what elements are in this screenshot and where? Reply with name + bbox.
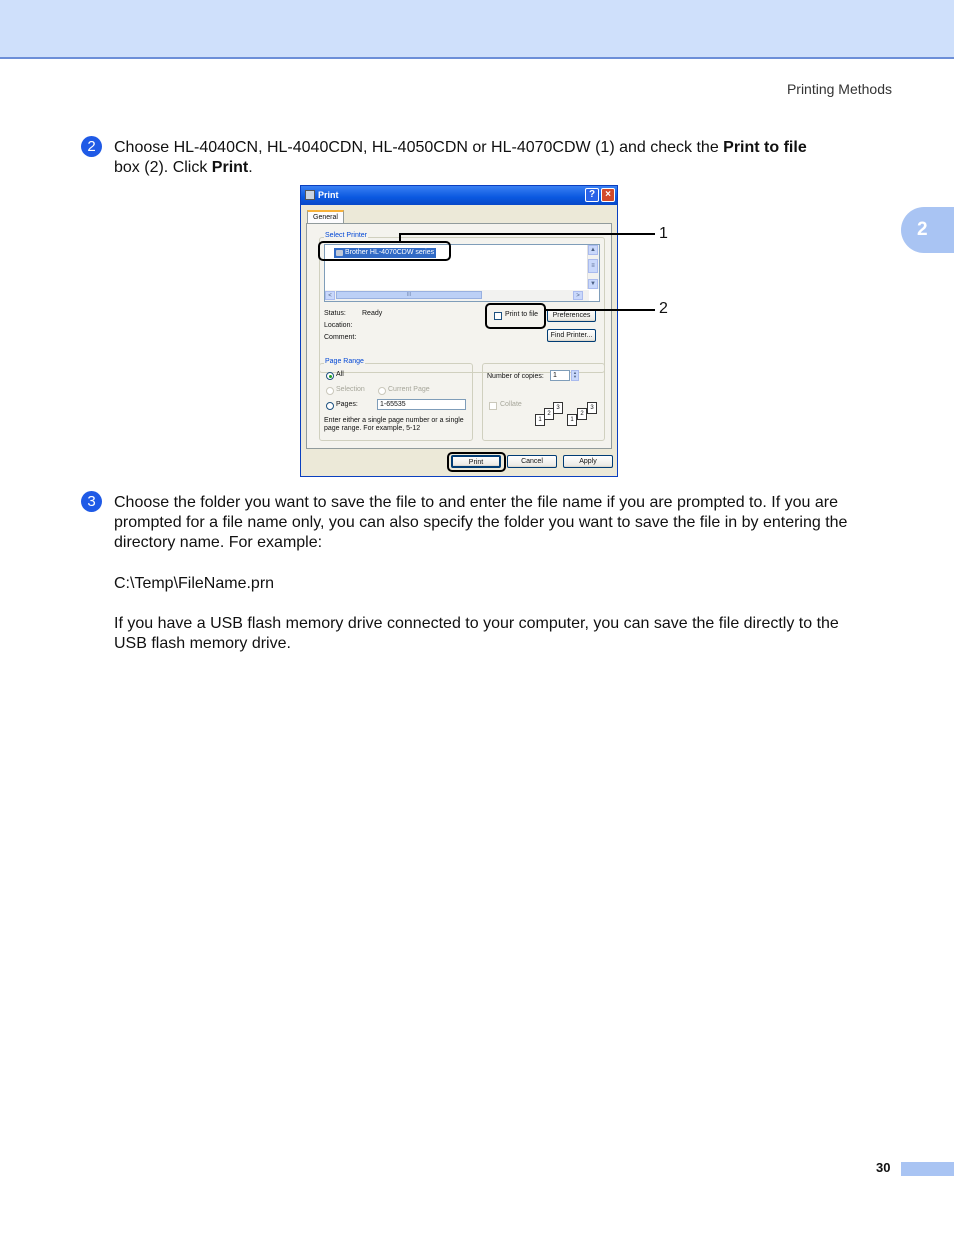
range-all-radio[interactable] — [326, 372, 334, 380]
copies-input[interactable]: 1 — [550, 370, 570, 381]
usb-note-line-1: If you have a USB flash memory drive connected to your computer, you can save the file directly to the — [114, 615, 839, 632]
footer-bar — [901, 1162, 954, 1176]
scroll-down-button[interactable]: ▼ — [588, 279, 598, 289]
close-button[interactable]: × — [601, 188, 615, 202]
status-value: Ready — [362, 310, 383, 317]
step-2-line-2: box (2). Click — [114, 159, 212, 176]
collate-page-icon: 1 — [567, 414, 577, 426]
collate-page-icon: 2 — [544, 408, 554, 420]
step-2-text — [114, 138, 807, 178]
callout-box-print-button — [447, 452, 506, 472]
find-printer-button[interactable]: Find Printer... — [547, 329, 596, 342]
step-3-line-1: Choose the folder you want to save the file to and enter the file name if you are prompted to. If you are — [114, 494, 838, 511]
step-2-badge: 2 — [81, 136, 102, 157]
location-label: Location: — [324, 322, 353, 329]
range-pages-label[interactable]: Pages: — [336, 401, 358, 408]
collate-page-icon: 2 — [577, 408, 587, 420]
step-3-text — [114, 493, 847, 553]
collate-page-icon: 3 — [553, 402, 563, 414]
page-number: 30 — [876, 1160, 891, 1175]
range-selection-radio — [326, 387, 334, 395]
step-3-line-3: directory name. For example: — [114, 534, 323, 551]
usb-note — [114, 614, 839, 654]
collate-label: Collate — [500, 401, 522, 408]
apply-button[interactable]: Apply — [563, 455, 613, 468]
preferences-button[interactable]: Preferences — [547, 309, 596, 322]
copies-spinner[interactable] — [571, 370, 579, 381]
step-3-line-2: prompted for a file name only, you can also specify the folder you want to save the file in by entering the — [114, 514, 848, 531]
dialog-titlebar — [301, 186, 617, 205]
print-dialog — [300, 185, 618, 477]
cancel-button[interactable]: Cancel — [507, 455, 557, 468]
pages-input[interactable]: 1-65535 — [377, 399, 466, 410]
collate-checkbox — [489, 402, 497, 410]
range-all-label[interactable]: All — [336, 371, 344, 378]
callout-leader-2 — [545, 309, 655, 311]
horizontal-thumb[interactable]: III — [336, 291, 482, 299]
section-title: Printing Methods — [786, 81, 892, 97]
header-band — [0, 0, 954, 59]
range-hint-line-2: page range. For example, 5-12 — [324, 425, 421, 432]
print-to-file-label[interactable]: Print to file — [505, 311, 539, 318]
callout-number-1: 1 — [659, 225, 668, 242]
range-current-page-radio — [378, 387, 386, 395]
print-button[interactable]: Print — [451, 455, 501, 468]
range-selection-label: Selection — [336, 386, 365, 393]
select-printer-label: Select Printer — [325, 232, 368, 239]
callout-box-printer — [318, 241, 451, 261]
range-pages-radio[interactable] — [326, 402, 334, 410]
dialog-title: Print — [318, 190, 339, 200]
help-button[interactable]: ? — [585, 188, 599, 202]
spin-down-icon[interactable]: ▼ — [573, 374, 577, 379]
print-to-file-bold: Print to file — [723, 139, 807, 156]
scroll-left-button[interactable]: < — [325, 291, 335, 300]
scroll-up-button[interactable]: ▲ — [588, 245, 598, 255]
copies-label: Number of copies: — [487, 373, 544, 380]
printer-name: Brother HL-4070CDW series — [345, 249, 435, 256]
range-hint-line-1: Enter either a single page number or a single — [324, 417, 464, 424]
usb-note-line-2: USB flash memory drive. — [114, 635, 291, 652]
status-label: Status: — [324, 310, 346, 317]
scroll-thumb[interactable]: ≡ — [588, 259, 598, 273]
step-3-badge: 3 — [81, 491, 102, 512]
callout-box-print-to-file — [485, 303, 546, 329]
range-current-page-label: Current Page — [388, 386, 430, 393]
step-2-period: . — [248, 159, 253, 176]
tab-general[interactable]: General — [307, 210, 344, 224]
example-path: C:\Temp\FileName.prn — [114, 575, 275, 592]
printer-icon — [305, 190, 315, 200]
collate-page-icon: 1 — [535, 414, 545, 426]
print-bold: Print — [211, 159, 249, 176]
callout-leader-1 — [399, 233, 655, 235]
scroll-right-button[interactable]: > — [573, 291, 583, 300]
page-range-label: Page Range — [325, 358, 364, 365]
vertical-scrollbar[interactable] — [587, 245, 599, 289]
comment-label: Comment: — [324, 334, 357, 341]
collate-page-icon: 3 — [587, 402, 597, 414]
chapter-tab: 2 — [901, 207, 954, 253]
step-2-line-1: Choose HL-4040CN, HL-4040CDN, HL-4050CDN or HL-4070CDW (1) and check the — [114, 139, 724, 156]
callout-number-2: 2 — [659, 300, 668, 317]
horizontal-scrollbar[interactable] — [325, 290, 589, 301]
spin-up-icon[interactable]: ▲ — [573, 370, 577, 375]
